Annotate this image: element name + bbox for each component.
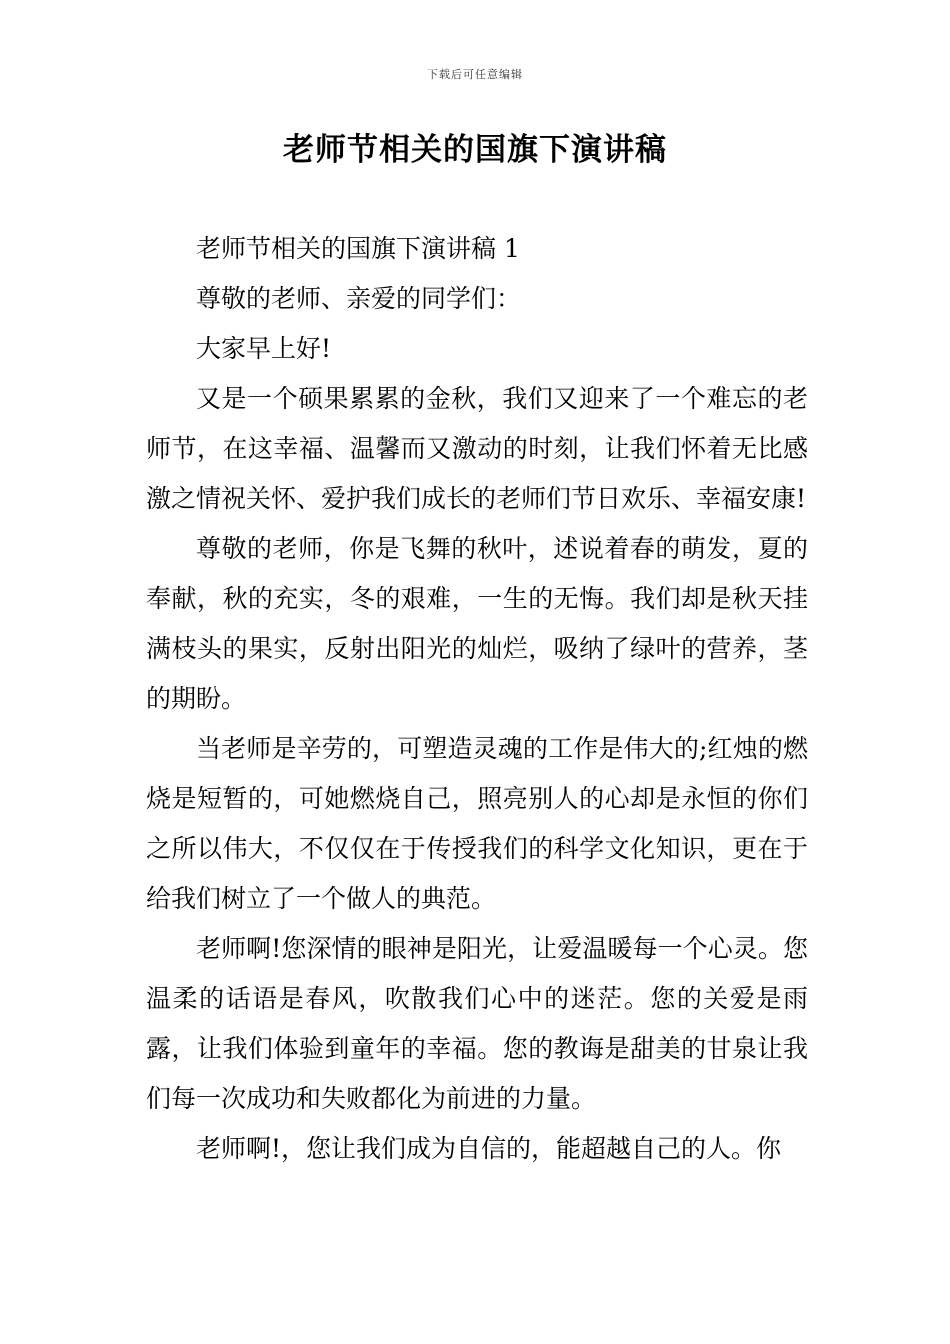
- paragraph: 老师啊!，您让我们成为自信的，能超越自己的人。你: [196, 1134, 782, 1163]
- paragraph: 尊敬的老师，你是飞舞的秋叶，述说着春的萌发，夏的奉献，秋的充实，冬的艰难，一生的无悔。我们却是秋天挂满枝头的果实，反射出阳光的灿烂，吸纳了绿叶的营养，茎的期盼。: [146, 534, 808, 713]
- paragraph: 尊敬的老师、亲爱的同学们：: [196, 284, 522, 313]
- paragraph: 大家早上好!: [196, 334, 332, 363]
- paragraph: 老师啊!您深情的眼神是阳光，让爱温暖每一个心灵。您温柔的话语是春风，吹散我们心中的迷茫。您的关爱是雨露，让我们体验到童年的幸福。您的教诲是甜美的甘泉让我们每一次成功和失败都化为前进的力量。: [146, 934, 808, 1113]
- paragraph: 当老师是辛劳的，可塑造灵魂的工作是伟大的;红烛的燃烧是短暂的，可她燃烧自己，照亮别人的心却是永恒的你们之所以伟大，不仅仅在于传授我们的科学文化知识，更在于给我们树立了一个做人的典范。: [146, 734, 808, 913]
- document-title: 老师节相关的国旗下演讲稿: [283, 132, 667, 168]
- paragraph: 又是一个硕果累累的金秋，我们又迎来了一个难忘的老师节，在这幸福、温馨而又激动的时刻，让我们怀着无比感激之情祝关怀、爱护我们成长的老师们节日欢乐、幸福安康!: [146, 384, 808, 513]
- document-body: [146, 224, 808, 1174]
- paragraph: 老师节相关的国旗下演讲稿 1: [196, 234, 520, 263]
- header-note: 下载后可任意编辑: [427, 68, 523, 81]
